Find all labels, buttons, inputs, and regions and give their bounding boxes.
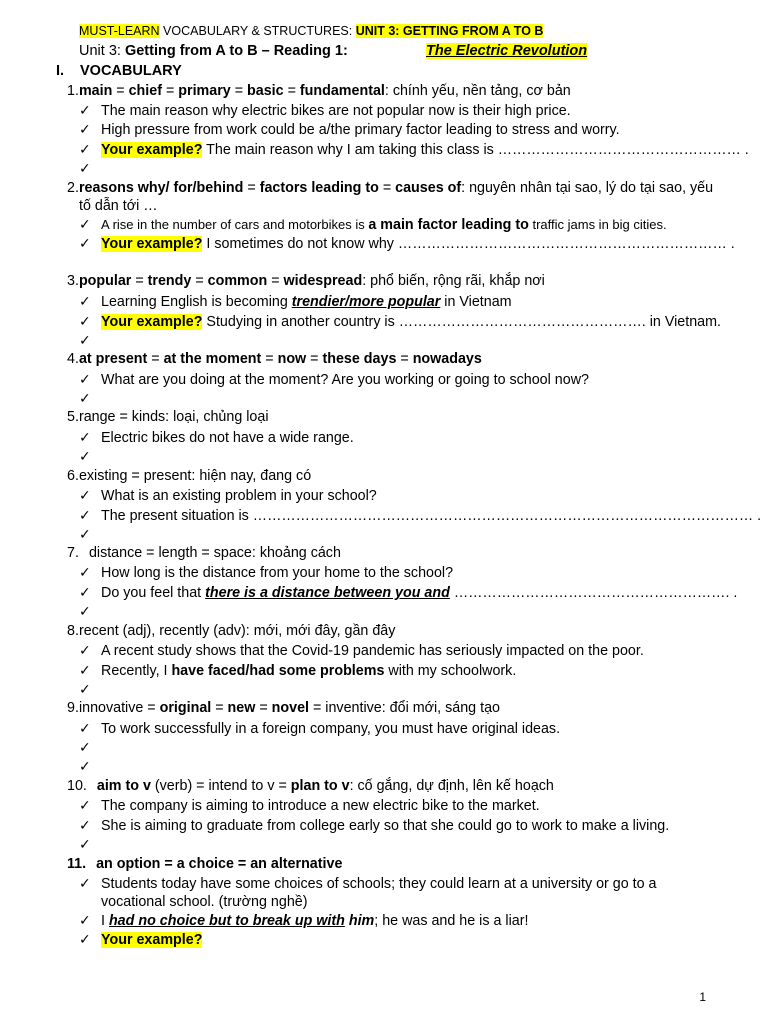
empty-bullet bbox=[79, 159, 101, 179]
text-segment: chief bbox=[128, 83, 162, 99]
text-segment: The main reason why I am taking this class is …………………………………………… . bbox=[202, 142, 749, 158]
text-segment: trendy bbox=[147, 273, 192, 289]
text-segment: The main reason why electric bikes are not popular now is their high price. bbox=[101, 103, 571, 119]
example-bullet bbox=[79, 215, 667, 235]
vocab-item-heading bbox=[67, 408, 269, 427]
example-bullet bbox=[79, 486, 377, 506]
doc-header-line1 bbox=[79, 24, 543, 38]
text-segment: aim to v bbox=[96, 778, 151, 794]
text-segment: : chính yếu, nền tảng, cơ bản bbox=[384, 83, 571, 99]
text-segment: = bbox=[211, 700, 228, 716]
checkmark-icon: ✓ bbox=[79, 121, 91, 137]
text-segment: ; he was and he is a liar! bbox=[374, 913, 529, 929]
checkmark-icon: ✓ bbox=[79, 584, 91, 600]
text-segment: A rise in the number of cars and motorbikes is bbox=[101, 217, 369, 232]
text-segment: range = kinds: loại, chủng loại bbox=[78, 409, 269, 425]
text-segment: Your example? bbox=[101, 236, 203, 252]
lesson-subtitle: Getting from A to B – Reading 1: bbox=[124, 43, 348, 59]
example-bullet bbox=[79, 796, 540, 816]
text-segment: fundamental bbox=[299, 83, 385, 99]
example-bullet bbox=[79, 140, 749, 160]
text-segment: What are you doing at the moment? Are you working or going to school now? bbox=[101, 372, 589, 388]
text-segment: original bbox=[159, 700, 212, 716]
vocab-item-heading bbox=[67, 855, 342, 874]
item-number: 11. bbox=[67, 856, 87, 872]
checkmark-icon: ✓ bbox=[79, 429, 91, 445]
example-bullet bbox=[79, 874, 657, 894]
checkmark-icon: ✓ bbox=[79, 912, 91, 928]
text-segment: = inventive: đổi mới, sáng tạo bbox=[309, 700, 500, 716]
text-segment: with my schoolwork. bbox=[384, 663, 517, 679]
text-segment: now bbox=[277, 351, 307, 367]
empty-bullet bbox=[79, 602, 101, 622]
empty-bullet bbox=[79, 525, 101, 545]
page-number: 1 bbox=[699, 990, 706, 1004]
text-segment: High pressure from work could be a/the primary factor leading to stress and worry. bbox=[101, 122, 620, 138]
text-segment: = bbox=[191, 273, 208, 289]
example-bullet bbox=[79, 930, 202, 950]
example-bullet bbox=[79, 312, 721, 332]
text-segment: basic bbox=[247, 83, 284, 99]
text-segment: Electric bikes do not have a wide range. bbox=[101, 430, 354, 446]
checkmark-icon: ✓ bbox=[79, 758, 91, 774]
example-bullet bbox=[79, 661, 516, 681]
text-segment: these days bbox=[322, 351, 397, 367]
text-segment: = bbox=[255, 700, 272, 716]
text-segment: What is an existing problem in your school? bbox=[101, 488, 377, 504]
text-segment: nowadays bbox=[412, 351, 482, 367]
checkmark-icon: ✓ bbox=[79, 836, 91, 852]
example-line-cont bbox=[79, 893, 308, 912]
example-bullet bbox=[79, 563, 453, 583]
text-segment: common bbox=[207, 273, 268, 289]
example-bullet bbox=[79, 370, 589, 390]
checkmark-icon: ✓ bbox=[79, 448, 91, 464]
checkmark-icon: ✓ bbox=[79, 931, 91, 947]
checkmark-icon: ✓ bbox=[79, 603, 91, 619]
checkmark-icon: ✓ bbox=[79, 875, 91, 891]
text-segment: had no choice but to break up with bbox=[108, 913, 345, 929]
text-segment: To work successfully in a foreign company, you must have original ideas. bbox=[101, 721, 561, 737]
checkmark-icon: ✓ bbox=[79, 797, 91, 813]
text-segment: The company is aiming to introduce a new electric bike to the market. bbox=[101, 798, 540, 814]
example-bullet bbox=[79, 234, 735, 254]
text-segment: She is aiming to graduate from college early so that she could go to work to make a living. bbox=[101, 818, 670, 834]
checkmark-icon: ✓ bbox=[79, 507, 91, 523]
example-bullet bbox=[79, 120, 620, 140]
vocab-item-heading bbox=[67, 699, 500, 718]
vocab-item-heading bbox=[67, 82, 571, 101]
text-segment: = bbox=[147, 351, 164, 367]
vocab-item-heading-cont: tố dẫn tới … bbox=[79, 198, 158, 214]
section-heading bbox=[56, 63, 182, 79]
text-segment: new bbox=[227, 700, 256, 716]
item-number: 4. bbox=[67, 351, 79, 367]
empty-bullet bbox=[79, 757, 101, 777]
text-segment: = bbox=[283, 83, 300, 99]
empty-bullet bbox=[79, 680, 101, 700]
reading-title: The Electric Revolution bbox=[426, 43, 588, 59]
checkmark-icon: ✓ bbox=[79, 216, 91, 232]
text-segment: : nguyên nhân tại sao, lý do tại sao, yếu bbox=[461, 180, 714, 196]
checkmark-icon: ✓ bbox=[79, 102, 91, 118]
text-segment: …………………………………………………. . bbox=[449, 585, 738, 601]
text-segment: How long is the distance from your home to the school? bbox=[101, 565, 454, 581]
unit-prefix: Unit 3: bbox=[79, 43, 125, 59]
example-bullet bbox=[79, 816, 669, 836]
text-segment: existing = present: hiện nay, đang có bbox=[78, 468, 312, 484]
checkmark-icon: ✓ bbox=[79, 141, 91, 157]
item-number: 8. bbox=[67, 623, 79, 639]
example-bullet bbox=[79, 506, 761, 526]
text-segment: reasons why/ for/behind bbox=[78, 180, 244, 196]
text-segment: distance = length = space: khoảng cách bbox=[88, 545, 341, 561]
vocab-item-heading bbox=[67, 179, 713, 198]
text-segment: A recent study shows that the Covid-19 pandemic has seriously impacted on the poor. bbox=[101, 643, 644, 659]
checkmark-icon: ✓ bbox=[79, 160, 91, 176]
text-segment: causes of bbox=[395, 180, 462, 196]
text-segment: Your example? bbox=[101, 932, 203, 948]
checkmark-icon: ✓ bbox=[79, 662, 91, 678]
must-learn-label: MUST-LEARN bbox=[79, 24, 160, 38]
text-segment: widespread bbox=[283, 273, 363, 289]
vocab-item-heading bbox=[67, 350, 482, 369]
text-segment: him bbox=[348, 913, 375, 929]
vocab-item-heading bbox=[67, 622, 395, 641]
text-segment: = bbox=[131, 273, 148, 289]
checkmark-icon: ✓ bbox=[79, 564, 91, 580]
text-segment: Your example? bbox=[101, 142, 203, 158]
text-segment: = bbox=[378, 180, 396, 196]
text-segment: = bbox=[243, 180, 260, 196]
checkmark-icon: ✓ bbox=[79, 313, 91, 329]
text-segment: main bbox=[78, 83, 113, 99]
text-segment: Recently, I bbox=[101, 663, 172, 679]
text-segment: novel bbox=[271, 700, 309, 716]
text-segment: Students today have some choices of schools; they could learn at a university or go to a bbox=[101, 876, 657, 892]
example-bullet bbox=[79, 292, 512, 312]
item-number: 9. bbox=[67, 700, 79, 716]
text-segment: I sometimes do not know why …………………………………………………………… . bbox=[202, 236, 735, 252]
text-segment: : phổ biến, rộng rãi, khắp nơi bbox=[362, 273, 545, 289]
text-segment: a main factor leading to bbox=[368, 217, 529, 233]
text-segment: = bbox=[112, 83, 129, 99]
text-segment: = bbox=[306, 351, 323, 367]
item-number: 3. bbox=[67, 273, 79, 289]
text-segment: I bbox=[101, 913, 109, 929]
item-number: 5. bbox=[67, 409, 79, 425]
checkmark-icon: ✓ bbox=[79, 390, 91, 406]
text-segment: = bbox=[267, 273, 284, 289]
text-segment: factors leading to bbox=[259, 180, 379, 196]
empty-bullet bbox=[79, 389, 101, 409]
text-segment: Studying in another country is ……………………………………………. in Vietnam. bbox=[202, 314, 721, 330]
checkmark-icon: ✓ bbox=[79, 642, 91, 658]
empty-bullet bbox=[79, 447, 101, 467]
text-segment: Your example? bbox=[101, 314, 203, 330]
checkmark-icon: ✓ bbox=[79, 235, 91, 251]
checkmark-icon: ✓ bbox=[79, 817, 91, 833]
example-bullet bbox=[79, 583, 737, 603]
checkmark-icon: ✓ bbox=[79, 371, 91, 387]
text-segment: Learning English is becoming bbox=[101, 294, 292, 310]
checkmark-icon: ✓ bbox=[79, 487, 91, 503]
text-segment: in Vietnam bbox=[440, 294, 512, 310]
example-bullet bbox=[79, 101, 571, 121]
text-segment: there is a distance between you and bbox=[205, 585, 450, 601]
text-segment: Do you feel that bbox=[101, 585, 206, 601]
text-segment: at the moment bbox=[163, 351, 262, 367]
vocab-item-heading bbox=[67, 272, 545, 291]
item-number: 6. bbox=[67, 468, 79, 484]
text-segment: innovative = bbox=[78, 700, 160, 716]
unit-title-highlight: UNIT 3: GETTING FROM A TO B bbox=[355, 24, 544, 38]
checkmark-icon: ✓ bbox=[79, 332, 91, 348]
text-segment: at present bbox=[78, 351, 148, 367]
text-segment: = bbox=[161, 83, 179, 99]
section-number: I. bbox=[56, 63, 65, 79]
text-segment: = bbox=[396, 351, 413, 367]
text-segment: trendier/more popular bbox=[291, 294, 441, 310]
empty-bullet bbox=[79, 738, 101, 758]
vocab-item-heading bbox=[67, 777, 554, 796]
example-bullet bbox=[79, 719, 560, 739]
text-segment: primary bbox=[178, 83, 231, 99]
checkmark-icon: ✓ bbox=[79, 739, 91, 755]
text-segment: plan to v bbox=[290, 778, 350, 794]
checkmark-icon: ✓ bbox=[79, 720, 91, 736]
text-segment: vocational school. (trường nghề) bbox=[101, 894, 308, 910]
example-bullet bbox=[79, 911, 528, 931]
empty-bullet bbox=[79, 331, 101, 351]
example-bullet bbox=[79, 428, 354, 448]
item-number: 2. bbox=[67, 180, 79, 196]
item-number: 7. bbox=[67, 545, 79, 561]
checkmark-icon: ✓ bbox=[79, 293, 91, 309]
checkmark-icon: ✓ bbox=[79, 681, 91, 697]
text-segment: : cố gắng, dự định, lên kế hoạch bbox=[349, 778, 554, 794]
vocab-item-heading bbox=[67, 544, 341, 563]
checkmark-icon: ✓ bbox=[79, 526, 91, 542]
item-number: 10. bbox=[67, 778, 87, 794]
text-segment: = bbox=[230, 83, 248, 99]
section-label: VOCABULARY bbox=[80, 63, 182, 79]
text-segment: an option = a choice = an alternative bbox=[96, 856, 343, 872]
empty-bullet bbox=[79, 835, 101, 855]
item-number: 1. bbox=[67, 83, 79, 99]
example-bullet bbox=[79, 641, 644, 661]
text-segment: have faced/had some problems bbox=[171, 663, 385, 679]
text-segment: traffic jams in big cities. bbox=[528, 217, 667, 232]
text-segment: The present situation is …………………………………………………………………………………………… . bbox=[101, 508, 762, 524]
text-segment: (verb) = intend to v = bbox=[150, 778, 291, 794]
doc-header-line2 bbox=[79, 43, 588, 59]
header-mid-text: VOCABULARY & STRUCTURES: bbox=[159, 24, 356, 38]
text-segment: popular bbox=[78, 273, 132, 289]
text-segment: recent (adj), recently (adv): mới, mới đây, gần đây bbox=[78, 623, 396, 639]
text-segment: = bbox=[261, 351, 278, 367]
vocab-item-heading bbox=[67, 467, 311, 486]
